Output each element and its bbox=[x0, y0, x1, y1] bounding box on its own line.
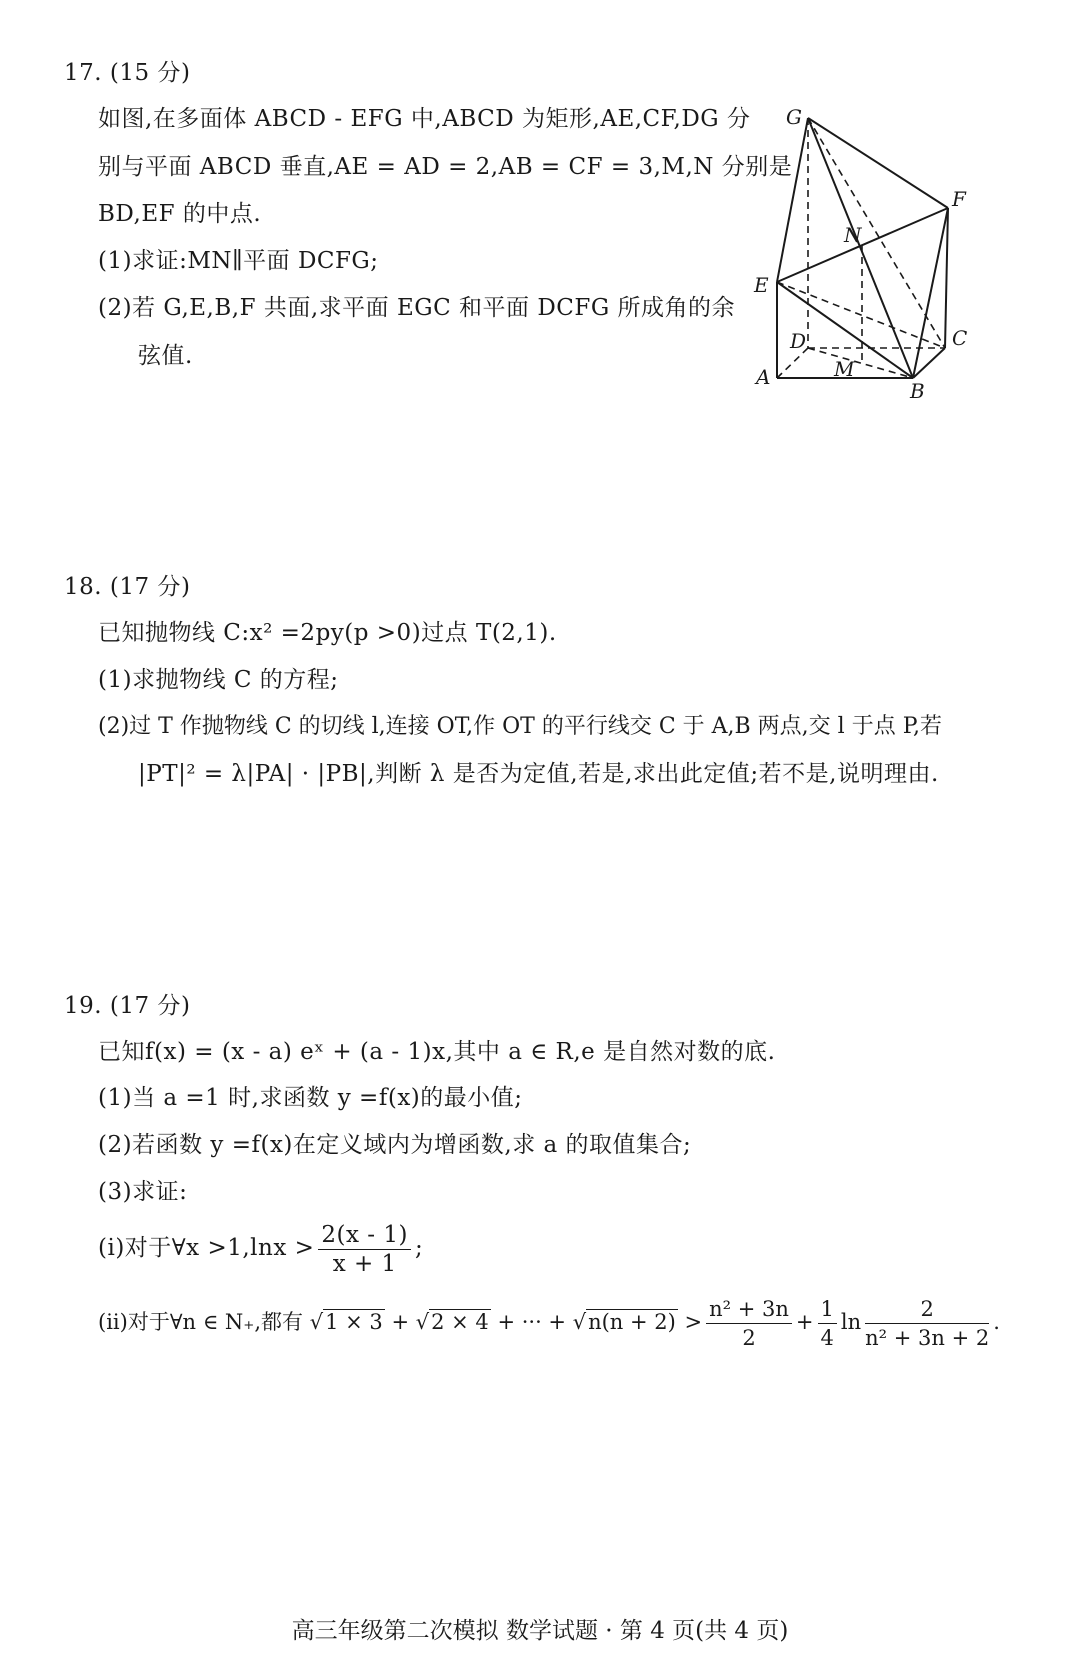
q19-part-3-ii bbox=[98, 1290, 1000, 1354]
q17-part-1: (1)求证:MN∥平面 DCFG; bbox=[98, 248, 379, 274]
q19-i-fraction bbox=[318, 1221, 411, 1278]
q17-part-2-cont: 弦值. bbox=[138, 343, 193, 369]
q19-part-1: (1)当 a =1 时,求函数 y =f(x)的最小值; bbox=[98, 1085, 523, 1111]
q18-part-2-cont: |PT|² = λ|PA| · |PB|,判断 λ 是否为定值,若是,求出此定值;若不是,说明理由. bbox=[138, 761, 939, 787]
label-M: M bbox=[834, 357, 855, 381]
q19-ii-fraction-2 bbox=[818, 1295, 837, 1352]
q19-ii-gt: > bbox=[677, 1310, 703, 1334]
q19-ii-f1-num: n² + 3n bbox=[706, 1295, 792, 1324]
q19-ii-radicand-2: 2 × 4 bbox=[431, 1310, 489, 1334]
q19-i-prefix: (i)对于∀x >1,lnx > bbox=[98, 1235, 315, 1261]
q17-heading: 17. (15 分) bbox=[64, 60, 191, 86]
q17-line-2: 别与平面 ABCD 垂直,AE = AD = 2,AB = CF = 3,M,N 分别是 bbox=[98, 154, 793, 180]
page-footer: 高三年级第二次模拟 数学试题 · 第 4 页(共 4 页) bbox=[291, 1618, 789, 1644]
q19-part-2: (2)若函数 y =f(x)在定义域内为增函数,求 a 的取值集合; bbox=[98, 1132, 692, 1158]
q19-i-end: ; bbox=[414, 1235, 424, 1261]
q19-ii-f3-den: n² + 3n + 2 bbox=[865, 1326, 990, 1350]
q19-ii-radicand-3: n(n + 2) bbox=[588, 1310, 676, 1334]
q18-line-1: 已知抛物线 C:x² =2py(p >0)过点 T(2,1). bbox=[98, 620, 557, 646]
q19-ii-prefix: (ii)对于∀n ∈ N₊,都有 √ bbox=[98, 1310, 324, 1334]
q19-ii-plus-1: + √ bbox=[384, 1310, 430, 1334]
q17-part-2: (2)若 G,E,B,F 共面,求平面 EGC 和平面 DCFG 所成角的余 bbox=[98, 295, 736, 321]
q19-ii-end: . bbox=[993, 1310, 1000, 1334]
q19-ii-mid: + ··· + √ bbox=[490, 1310, 587, 1334]
q19-i-numerator: 2(x - 1) bbox=[318, 1221, 411, 1250]
label-E: E bbox=[754, 273, 769, 297]
q19-ii-f2-num: 1 bbox=[818, 1295, 837, 1324]
q19-ii-f2-den: 4 bbox=[820, 1326, 834, 1350]
q19-ii-fraction-1 bbox=[706, 1295, 792, 1352]
q17-line-3: BD,EF 的中点. bbox=[98, 201, 262, 227]
label-G: G bbox=[786, 105, 802, 129]
label-B: B bbox=[910, 379, 925, 403]
q19-ii-radicand-1: 1 × 3 bbox=[325, 1310, 383, 1334]
q19-line-1: 已知f(x) = (x - a) eˣ + (a - 1)x,其中 a ∈ R,e 是自然对数的底. bbox=[98, 1039, 776, 1065]
polyhedron-figure bbox=[740, 100, 980, 410]
label-D: D bbox=[790, 329, 807, 353]
label-F: F bbox=[952, 187, 966, 211]
q18-part-1: (1)求抛物线 C 的方程; bbox=[98, 667, 339, 693]
label-A: A bbox=[756, 365, 771, 389]
q19-ii-fraction-3 bbox=[865, 1295, 989, 1352]
q19-part-3-i bbox=[98, 1218, 423, 1278]
q18-part-2: (2)过 T 作抛物线 C 的切线 l,连接 OT,作 OT 的平行线交 C 于 A,B 两点,交 l 于点 P,若 bbox=[98, 714, 943, 739]
q17-line-1: 如图,在多面体 ABCD - EFG 中,ABCD 为矩形,AE,CF,DG 分 bbox=[98, 106, 751, 132]
label-N: N bbox=[844, 223, 862, 247]
q18-heading: 18. (17 分) bbox=[64, 574, 191, 600]
q19-heading: 19. (17 分) bbox=[64, 993, 191, 1019]
q19-ii-plus-2: + bbox=[795, 1310, 814, 1334]
q19-part-3: (3)求证: bbox=[98, 1179, 188, 1205]
q19-ii-f3-num: 2 bbox=[865, 1295, 989, 1324]
q19-ii-f1-den: 2 bbox=[742, 1326, 756, 1350]
q19-i-denominator: x + 1 bbox=[332, 1250, 397, 1277]
q19-ii-ln: ln bbox=[840, 1310, 862, 1334]
label-C: C bbox=[952, 326, 968, 350]
